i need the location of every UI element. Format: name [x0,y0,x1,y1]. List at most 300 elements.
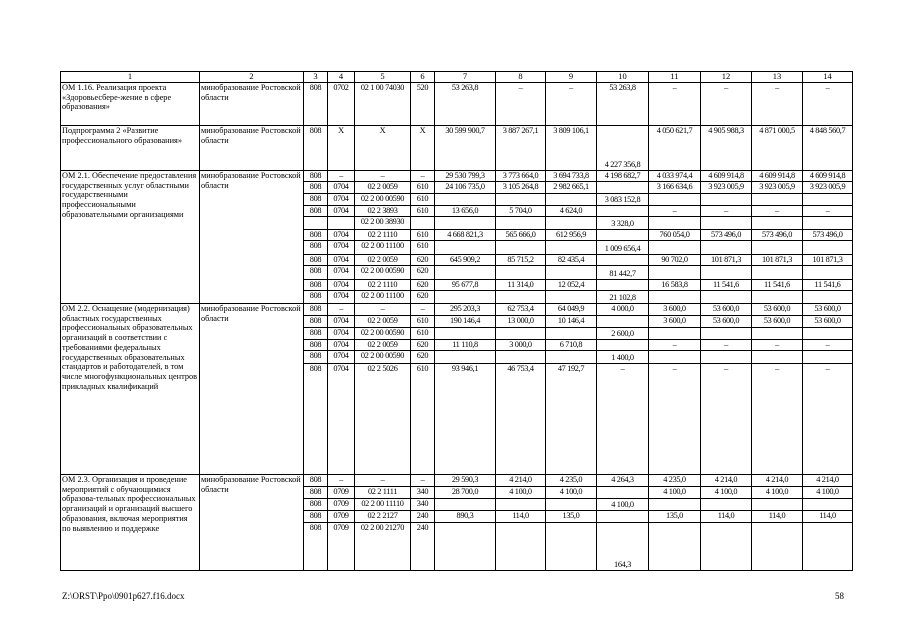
value-cell-c4: 0702 [328,83,355,126]
value-cell-c6: 620 [411,340,435,351]
value-cell-c4: 0704 [328,241,355,255]
value-cell-c5: – [355,304,411,316]
value-cell-c5: 02 2 00 00590 [355,328,411,340]
value-cell-c8 [496,241,546,255]
value-cell-c11 [649,328,701,340]
value-cell-c14: – [803,340,853,351]
value-cell-c8 [496,328,546,340]
value-cell-c7: 93 946,1 [435,364,496,475]
value-cell-c4: 0709 [328,499,355,511]
value-cell-c11: 4 235,0 [649,475,701,487]
value-cell-c9: 6 710,8 [546,340,597,351]
value-cell-c3: 808 [304,182,328,194]
value-cell-c9 [546,351,597,364]
value-cell-c13: – [752,206,803,217]
value-cell-c3: 808 [304,316,328,328]
value-cell-c8: 46 753,4 [496,364,546,475]
value-cell-c3: 808 [304,340,328,351]
value-cell-c11 [649,291,701,304]
value-cell-c11: 135,0 [649,511,701,523]
value-cell-c13 [752,351,803,364]
value-cell-c12: 4 214,0 [701,475,752,487]
value-cell-c8: 3 887 267,1 [496,126,546,171]
value-cell-c4: 0709 [328,523,355,571]
value-cell-c5: 02 2 1110 [355,230,411,241]
value-cell-c5: 02 2 0059 [355,340,411,351]
value-cell-c11: 90 702,0 [649,255,701,266]
value-cell-c4: – [328,304,355,316]
value-cell-c10 [597,230,649,241]
value-cell-c12 [701,194,752,206]
value-cell-c3: 808 [304,280,328,291]
value-cell-c12 [701,291,752,304]
value-cell-c5: 02 2 0059 [355,255,411,266]
value-cell-c13: 4 609 914,8 [752,171,803,182]
value-cell-c10: 4 100,0 [597,499,649,511]
value-cell-c3: 808 [304,364,328,475]
value-cell-c10: 21 102,8 [597,291,649,304]
value-cell-c10: – [597,364,649,475]
value-cell-c3: 808 [304,475,328,487]
executor-cell: минобразование Ростовской области [200,83,304,126]
value-cell-c3: 808 [304,351,328,364]
value-cell-c12: – [701,340,752,351]
value-cell-c4: 0704 [328,230,355,241]
value-cell-c14 [803,499,853,511]
value-cell-c12 [701,499,752,511]
value-cell-c3: 808 [304,171,328,182]
value-cell-c13: 573 496,0 [752,230,803,241]
value-cell-c6: – [411,171,435,182]
value-cell-c5: 02 2 1110 [355,280,411,291]
header-cell: 9 [546,72,597,83]
value-cell-c14: 4 609 914,8 [803,171,853,182]
value-cell-c9: 4 624,0 [546,206,597,217]
header-cell: 14 [803,72,853,83]
value-cell-c10: 4 198 682,7 [597,171,649,182]
value-cell-c4: 0704 [328,266,355,280]
value-cell-c8 [496,194,546,206]
value-cell-c6: 610 [411,206,435,217]
value-cell-c13: 4 100,0 [752,487,803,499]
executor-cell: минобразование Ростовской области [200,126,304,171]
header-cell: 6 [411,72,435,83]
value-cell-c14: 101 871,3 [803,255,853,266]
value-cell-c7: 4 668 821,3 [435,230,496,241]
value-cell-c14 [803,241,853,255]
value-cell-c14: – [803,364,853,475]
value-cell-c9 [546,499,597,511]
value-cell-c9: 12 052,4 [546,280,597,291]
value-cell-c4: 0704 [328,316,355,328]
value-cell-c10: 4 227 356,8 [597,126,649,171]
value-cell-c9: 64 049,9 [546,304,597,316]
value-cell-c11 [649,266,701,280]
value-cell-c12: 53 600,0 [701,304,752,316]
value-cell-c10 [597,280,649,291]
value-cell-c7: 53 263,8 [435,83,496,126]
value-cell-c13 [752,523,803,571]
table-row [61,126,853,171]
value-cell-c5: Х [355,126,411,171]
value-cell-c12 [701,351,752,364]
value-cell-c13 [752,499,803,511]
table-row [61,475,853,487]
value-cell-c14: 3 923 005,9 [803,182,853,194]
measure-name-cell: ОМ 2.2. Оснащение (модернизация) областных государственных профессиональных образовательных организаций в соответствии с требованиями федеральных государственных образовательных стандартов и работодателей, в том числе многофункциональных центров прикладных квалификаций [61,304,200,475]
value-cell-c14 [803,351,853,364]
value-cell-c7 [435,291,496,304]
value-cell-c7 [435,266,496,280]
value-cell-c3: 808 [304,126,328,171]
value-cell-c3: 808 [304,266,328,280]
value-cell-c3: 808 [304,230,328,241]
value-cell-c10: 2 600,0 [597,328,649,340]
value-cell-c10: 4 264,3 [597,475,649,487]
value-cell-c7 [435,241,496,255]
value-cell-c7: 190 146,4 [435,316,496,328]
value-cell-c5: 02 2 00 00590 [355,194,411,206]
value-cell-c7: 29 530 799,3 [435,171,496,182]
value-cell-c8: 3 773 664,0 [496,171,546,182]
header-cell: 13 [752,72,803,83]
value-cell-c14: – [803,206,853,217]
header-cell: 8 [496,72,546,83]
value-cell-c10: 1 400,0 [597,351,649,364]
value-cell-c6: 340 [411,487,435,499]
value-cell-c6: 610 [411,328,435,340]
value-cell-c6: 610 [411,316,435,328]
value-cell-c11: – [649,364,701,475]
value-cell-c14: 11 541,6 [803,280,853,291]
value-cell-c8 [496,291,546,304]
value-cell-c6: 620 [411,291,435,304]
value-cell-c5: 02 2 00 11100 [355,241,411,255]
value-cell-c13: 101 871,3 [752,255,803,266]
value-cell-c11: 4 033 974,4 [649,171,701,182]
value-cell-c7: 295 203,3 [435,304,496,316]
value-cell-c4: 0704 [328,206,355,217]
value-cell-c6: 620 [411,266,435,280]
value-cell-c8: 4 214,0 [496,475,546,487]
page-number: 58 [835,591,844,601]
value-cell-c10: 53 263,8 [597,83,649,126]
value-cell-c4: – [328,475,355,487]
value-cell-c14 [803,523,853,571]
value-cell-c5: 02 2 00 38930 [355,217,411,230]
value-cell-c14 [803,266,853,280]
value-cell-c6: 610 [411,230,435,241]
value-cell-c10 [597,316,649,328]
value-cell-c3 [304,217,328,230]
header-row [61,72,853,83]
value-cell-c12: – [701,206,752,217]
value-cell-c5: 02 2 2127 [355,511,411,523]
value-cell-c7: 95 677,8 [435,280,496,291]
value-cell-c9 [546,291,597,304]
value-cell-c14: 53 600,0 [803,316,853,328]
value-cell-c13 [752,217,803,230]
value-cell-c11: – [649,340,701,351]
value-cell-c5: 02 2 0059 [355,182,411,194]
header-cell: 10 [597,72,649,83]
value-cell-c12 [701,523,752,571]
value-cell-c11 [649,217,701,230]
value-cell-c11: 3 600,0 [649,304,701,316]
value-cell-c4 [328,217,355,230]
value-cell-c14 [803,194,853,206]
value-cell-c8 [496,523,546,571]
value-cell-c8 [496,217,546,230]
value-cell-c8 [496,351,546,364]
value-cell-c9: 47 192,7 [546,364,597,475]
value-cell-c12: – [701,364,752,475]
executor-cell: минобразование Ростовской области [200,475,304,571]
value-cell-c13: 4 214,0 [752,475,803,487]
table-row [61,171,853,182]
value-cell-c6: – [411,475,435,487]
value-cell-c4: Х [328,126,355,171]
value-cell-c13: – [752,83,803,126]
value-cell-c10: 4 000,0 [597,304,649,316]
value-cell-c14 [803,291,853,304]
value-cell-c13: 53 600,0 [752,304,803,316]
value-cell-c10 [597,511,649,523]
value-cell-c6: 610 [411,182,435,194]
measure-name-cell: ОМ 1.16. Реализация проекта «Здоровьесбере-жение в сфере образования» [61,83,200,126]
value-cell-c9: 10 146,4 [546,316,597,328]
value-cell-c10: 81 442,7 [597,266,649,280]
value-cell-c12 [701,328,752,340]
value-cell-c8: 4 100,0 [496,487,546,499]
value-cell-c6: 620 [411,351,435,364]
value-cell-c13: – [752,340,803,351]
value-cell-c12 [701,266,752,280]
value-cell-c9: 4 235,0 [546,475,597,487]
value-cell-c13: – [752,364,803,475]
value-cell-c13 [752,241,803,255]
value-cell-c3: 808 [304,511,328,523]
value-cell-c13: 114,0 [752,511,803,523]
value-cell-c6: 240 [411,523,435,571]
value-cell-c12: 101 871,3 [701,255,752,266]
value-cell-c3: 808 [304,83,328,126]
value-cell-c6: 610 [411,241,435,255]
value-cell-c10 [597,182,649,194]
value-cell-c6 [411,217,435,230]
value-cell-c7: 890,3 [435,511,496,523]
value-cell-c13 [752,291,803,304]
value-cell-c13: 3 923 005,9 [752,182,803,194]
value-cell-c7 [435,523,496,571]
value-cell-c9: 4 100,0 [546,487,597,499]
value-cell-c12: 53 600,0 [701,316,752,328]
value-cell-c12: – [701,83,752,126]
value-cell-c8: 3 000,0 [496,340,546,351]
value-cell-c5: 02 2 0059 [355,316,411,328]
value-cell-c13: 11 541,6 [752,280,803,291]
value-cell-c7: 30 599 900,7 [435,126,496,171]
value-cell-c5: 02 2 00 00590 [355,266,411,280]
value-cell-c5: 02 2 5026 [355,364,411,475]
value-cell-c12 [701,217,752,230]
value-cell-c11: – [649,206,701,217]
value-cell-c5: 02 1 00 74030 [355,83,411,126]
value-cell-c14 [803,217,853,230]
value-cell-c11: 4 100,0 [649,487,701,499]
value-cell-c5: 02 2 00 00590 [355,351,411,364]
value-cell-c9 [546,266,597,280]
value-cell-c9 [546,328,597,340]
value-cell-c12: 4 609 914,8 [701,171,752,182]
value-cell-c7 [435,328,496,340]
value-cell-c14: – [803,83,853,126]
value-cell-c5: – [355,475,411,487]
value-cell-c12: 4 100,0 [701,487,752,499]
value-cell-c9: 3 809 106,1 [546,126,597,171]
value-cell-c3: 808 [304,194,328,206]
value-cell-c5: – [355,171,411,182]
value-cell-c4: 0709 [328,487,355,499]
value-cell-c11 [649,499,701,511]
value-cell-c13 [752,194,803,206]
value-cell-c9 [546,194,597,206]
value-cell-c4: 0704 [328,291,355,304]
measure-name-cell: ОМ 2.1. Обеспечение предоставления государственных услуг областными государственными профессиональными образовательными организациями [61,171,200,304]
value-cell-c14: 4 214,0 [803,475,853,487]
value-cell-c5: 02 2 00 11110 [355,499,411,511]
value-cell-c5: 02 2 00 21270 [355,523,411,571]
value-cell-c9 [546,217,597,230]
footer-file-path: Z:\ORST\Ppo\0901p627.f16.docx [62,591,185,601]
value-cell-c3: 808 [304,206,328,217]
value-cell-c11: 4 050 621,7 [649,126,701,171]
value-cell-c4: 0704 [328,340,355,351]
value-cell-c8: – [496,83,546,126]
value-cell-c12: 4 905 988,3 [701,126,752,171]
value-cell-c8: 565 666,0 [496,230,546,241]
value-cell-c9 [546,523,597,571]
value-cell-c9: 135,0 [546,511,597,523]
budget-table [60,71,853,571]
value-cell-c10: 3 083 152,8 [597,194,649,206]
value-cell-c11 [649,523,701,571]
value-cell-c7: 24 106 735,0 [435,182,496,194]
value-cell-c8: 3 105 264,8 [496,182,546,194]
value-cell-c5: 02 2 3893 [355,206,411,217]
value-cell-c14: 4 100,0 [803,487,853,499]
value-cell-c14: 4 848 560,7 [803,126,853,171]
value-cell-c8: 62 753,4 [496,304,546,316]
header-cell: 11 [649,72,701,83]
value-cell-c6: – [411,304,435,316]
table-row [61,83,853,126]
value-cell-c12: 3 923 005,9 [701,182,752,194]
value-cell-c5: 02 2 1111 [355,487,411,499]
header-cell: 12 [701,72,752,83]
value-cell-c8: 85 715,2 [496,255,546,266]
value-cell-c11: 3 600,0 [649,316,701,328]
value-cell-c3: 808 [304,291,328,304]
value-cell-c3: 808 [304,328,328,340]
value-cell-c4: – [328,171,355,182]
value-cell-c11: 16 583,8 [649,280,701,291]
value-cell-c4: 0704 [328,255,355,266]
value-cell-c3: 808 [304,241,328,255]
value-cell-c4: 0704 [328,328,355,340]
value-cell-c4: 0704 [328,351,355,364]
value-cell-c4: 0704 [328,194,355,206]
executor-cell: минобразование Ростовской области [200,171,304,304]
value-cell-c3: 808 [304,523,328,571]
value-cell-c14: 114,0 [803,511,853,523]
value-cell-c6: 620 [411,255,435,266]
value-cell-c6: 520 [411,83,435,126]
executor-cell: минобразование Ростовской области [200,304,304,475]
value-cell-c11: – [649,83,701,126]
value-cell-c6: 610 [411,194,435,206]
value-cell-c11 [649,241,701,255]
value-cell-c9: – [546,83,597,126]
value-cell-c4: 0704 [328,364,355,475]
table-row [61,304,853,316]
value-cell-c10 [597,255,649,266]
value-cell-c4: 0709 [328,511,355,523]
header-cell: 2 [200,72,304,83]
value-cell-c4: 0704 [328,280,355,291]
value-cell-c7: 645 909,2 [435,255,496,266]
value-cell-c11: 760 054,0 [649,230,701,241]
header-cell: 4 [328,72,355,83]
value-cell-c6: 620 [411,280,435,291]
value-cell-c8: 13 000,0 [496,316,546,328]
value-cell-c10 [597,206,649,217]
value-cell-c4: 0704 [328,182,355,194]
value-cell-c8: 11 314,0 [496,280,546,291]
value-cell-c8 [496,266,546,280]
value-cell-c7 [435,499,496,511]
value-cell-c10: 3 328,0 [597,217,649,230]
value-cell-c9: 612 956,9 [546,230,597,241]
value-cell-c9 [546,241,597,255]
value-cell-c3: 808 [304,499,328,511]
value-cell-c7 [435,194,496,206]
value-cell-c13: 4 871 000,5 [752,126,803,171]
value-cell-c12: 11 541,6 [701,280,752,291]
measure-name-cell: ОМ 2.3. Организация и проведение мероприятий с обучающимися образова-тельных профессиональных организаций и организаций высшего образования, включая мероприятия по выявлению и поддержке [61,475,200,571]
header-cell: 1 [61,72,200,83]
value-cell-c8: 114,0 [496,511,546,523]
value-cell-c6: 240 [411,511,435,523]
header-cell: 7 [435,72,496,83]
measure-name-cell: Подпрограмма 2 «Развитие профессионального образования» [61,126,200,171]
header-cell: 3 [304,72,328,83]
header-cell: 5 [355,72,411,83]
value-cell-c7: 11 110,8 [435,340,496,351]
value-cell-c11 [649,194,701,206]
value-cell-c9: 2 982 665,1 [546,182,597,194]
value-cell-c13 [752,266,803,280]
value-cell-c3: 808 [304,487,328,499]
value-cell-c7 [435,351,496,364]
value-cell-c14: 53 600,0 [803,304,853,316]
value-cell-c14: 573 496,0 [803,230,853,241]
value-cell-c10 [597,340,649,351]
value-cell-c6: 610 [411,364,435,475]
value-cell-c8: 5 704,0 [496,206,546,217]
value-cell-c10: 1 009 656,4 [597,241,649,255]
value-cell-c12 [701,241,752,255]
